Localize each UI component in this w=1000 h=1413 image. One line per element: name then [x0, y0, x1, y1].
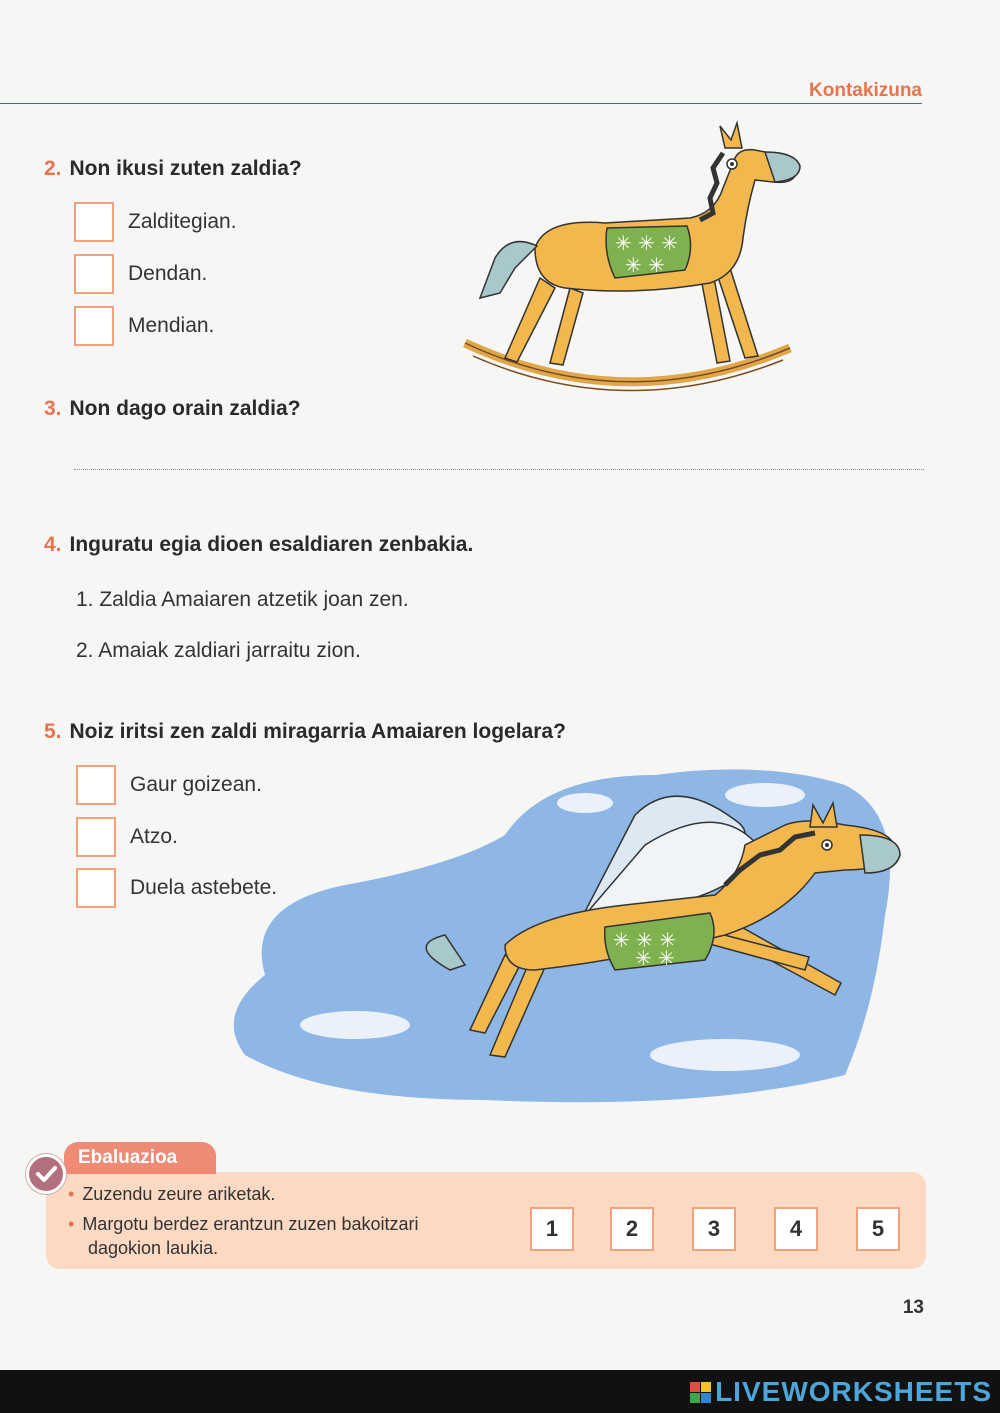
evaluation-item-2: • Margotu berdez erantzun zuzen bakoitzari	[68, 1214, 419, 1234]
question-number: 2.	[44, 157, 62, 180]
svg-text:✳ ✳ ✳: ✳ ✳ ✳	[613, 928, 676, 952]
header-rule	[0, 103, 922, 104]
svg-text:✳ ✳: ✳ ✳	[625, 253, 665, 277]
question-3	[44, 397, 301, 421]
question-text: Noiz iritsi zen zaldi miragarria Amaiaren logelara?	[69, 720, 566, 743]
eval-number-box-1[interactable]: 1	[530, 1207, 574, 1251]
checkbox[interactable]	[74, 254, 114, 294]
q5-option-3[interactable]	[76, 867, 277, 909]
brand-logo[interactable]	[690, 1376, 992, 1408]
option-label: Gaur goizean.	[130, 773, 262, 796]
question-number: 5.	[44, 720, 62, 743]
flying-horse-illustration	[205, 755, 910, 1110]
question-2	[44, 157, 302, 181]
checkbox[interactable]	[76, 817, 116, 857]
q5-option-2[interactable]	[76, 816, 178, 858]
question-5	[44, 720, 566, 744]
eval-number-box-2[interactable]: 2	[610, 1207, 654, 1251]
eval-number-box-5[interactable]: 5	[856, 1207, 900, 1251]
question-number: 4.	[44, 533, 62, 556]
statement-1[interactable]: 1. Zaldia Amaiaren atzetik joan zen.	[76, 588, 409, 611]
option-label: Mendian.	[128, 314, 215, 337]
checkbox[interactable]	[74, 306, 114, 346]
evaluation-title: Ebaluazioa	[64, 1142, 216, 1174]
rocking-horse-illustration	[455, 118, 805, 408]
question-text: Non ikusi zuten zaldia?	[69, 157, 302, 180]
eval-number-box-4[interactable]: 4	[774, 1207, 818, 1251]
question-4	[44, 533, 473, 557]
question-number: 3.	[44, 397, 62, 420]
checkmark-icon	[26, 1154, 66, 1194]
q2-option-1[interactable]	[74, 201, 237, 243]
page-number: 13	[902, 1297, 924, 1318]
evaluation-item-text: Zuzendu zeure ariketak.	[82, 1184, 276, 1204]
statement-2[interactable]: 2. Amaiak zaldiari jarraitu zion.	[76, 639, 361, 662]
brand-icon	[690, 1382, 711, 1403]
option-label: Atzo.	[130, 825, 178, 848]
evaluation-item-text: Margotu berdez erantzun zuzen bakoitzari	[82, 1214, 419, 1234]
q2-option-2[interactable]	[74, 253, 207, 295]
option-label: Zalditegian.	[128, 210, 237, 233]
question-text: Inguratu egia dioen esaldiaren zenbakia.	[69, 533, 474, 556]
option-label: Dendan.	[128, 262, 208, 285]
q2-option-3[interactable]	[74, 305, 214, 347]
eval-number-box-3[interactable]: 3	[692, 1207, 736, 1251]
question-text: Non dago orain zaldia?	[69, 397, 301, 420]
svg-text:✳ ✳: ✳ ✳	[635, 946, 675, 970]
option-label: Duela astebete.	[130, 876, 278, 899]
svg-text:✳ ✳ ✳: ✳ ✳ ✳	[615, 231, 678, 255]
checkbox[interactable]	[76, 868, 116, 908]
checkbox[interactable]	[76, 765, 116, 805]
checkbox[interactable]	[74, 202, 114, 242]
section-label: Kontakizuna	[809, 80, 922, 101]
evaluation-item-2-cont: dagokion laukia.	[88, 1238, 219, 1258]
evaluation-item-1: • Zuzendu zeure ariketak.	[68, 1184, 276, 1204]
brand-text: LIVEWORKSHEETS	[715, 1376, 992, 1407]
q5-option-1[interactable]	[76, 764, 262, 806]
answer-line[interactable]	[74, 469, 924, 470]
